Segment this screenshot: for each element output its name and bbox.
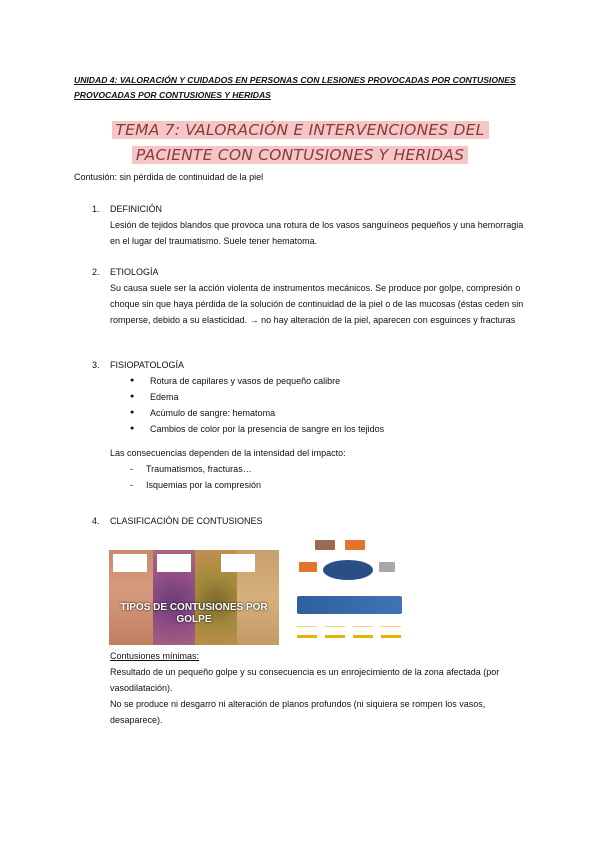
consequences-intro: Las consecuencias dependen de la intensidad del impacto: [110, 448, 346, 458]
subsection-contusiones-minimas [110, 648, 540, 728]
section-clasificacion [74, 513, 534, 529]
list-item: - Isquemias por la compresión [130, 477, 534, 493]
diagram-box [379, 562, 395, 572]
section-body: Lesión de tejidos blandos que provoca una rotura de los vasos sanguíneos pequeños y una hemorragia en el lugar del traumatismo. Suele tener hematoma. [110, 220, 524, 246]
list-item: ● Cambios de color por la presencia de sangre en los tejidos [130, 421, 534, 437]
bruise-label-box [113, 554, 147, 572]
diagram-banner [297, 596, 402, 614]
list-item: - Traumatismos, fracturas… [130, 461, 534, 477]
intro-line: Contusión: sin pérdida de continuidad de la piel [74, 172, 264, 182]
diagram-box [299, 562, 317, 572]
bruise-label-box [157, 554, 191, 572]
topic-title [80, 118, 520, 168]
list-item: ● Rotura de capilares y vasos de pequeño calibre [130, 373, 534, 389]
section-number: 4. [92, 516, 100, 526]
section-number: 2. [92, 267, 100, 277]
section-title: CLASIFICACIÓN DE CONTUSIONES [110, 516, 263, 526]
bruise-types-image [109, 550, 279, 645]
bullet-list [74, 373, 534, 437]
section-body: Su causa suele ser la acción violenta de instrumentos mecánicos. Se produce por golpe, compresión o choque sin que haya pérdida de la solución de continuidad de la piel o de las mucosas (éstas ceden sin romperse, debido a su elasticidad. → no hay alteración de la piel, aparecen con esguinces y fracturas [110, 283, 524, 325]
subsection-title: Contusiones mínimas: [110, 651, 200, 661]
section-title: ETIOLOGÍA [110, 267, 159, 277]
section-title: DEFINICIÓN [110, 204, 163, 214]
diagram-box [315, 540, 335, 550]
section-definicion [74, 201, 534, 249]
section-number: 3. [92, 360, 100, 370]
diagram-center-node [323, 560, 373, 580]
section-fisiopatologia [74, 357, 534, 493]
unit-header: UNIDAD 4: VALORACIÓN Y CUIDADOS EN PERSONAS CON LESIONES PROVOCADAS POR CONTUSIONES PROVOCADAS POR CONTUSIONES Y HERIDAS [74, 75, 516, 100]
subsection-body: No se produce ni desgarro ni alteración de planos profundos (ni siquiera se rompen los vasos, desaparece). [110, 699, 486, 725]
dash-list [74, 461, 534, 493]
bruise-label-box [221, 554, 255, 572]
section-title: FISIOPATOLOGÍA [110, 360, 185, 370]
topic-title-text: TEMA 7: VALORACIÓN E INTERVENCIONES DEL PACIENTE CON CONTUSIONES Y HERIDAS [112, 121, 489, 164]
diagram-category-box [381, 626, 401, 638]
list-item: ● Edema [130, 389, 534, 405]
diagram-box [345, 540, 365, 550]
image-caption: TIPOS DE CONTUSIONES POR GOLPE [120, 602, 268, 625]
contusion-classification-diagram [293, 536, 408, 644]
section-number: 1. [92, 204, 100, 214]
subsection-body: Resultado de un pequeño golpe y su consecuencia es un enrojecimiento de la zona afectada (por vasodilatación). [110, 667, 500, 693]
list-item: ● Acúmulo de sangre: hematoma [130, 405, 534, 421]
diagram-category-box [297, 626, 317, 638]
diagram-category-box [353, 626, 373, 638]
diagram-category-box [325, 626, 345, 638]
section-etiologia [74, 264, 534, 328]
